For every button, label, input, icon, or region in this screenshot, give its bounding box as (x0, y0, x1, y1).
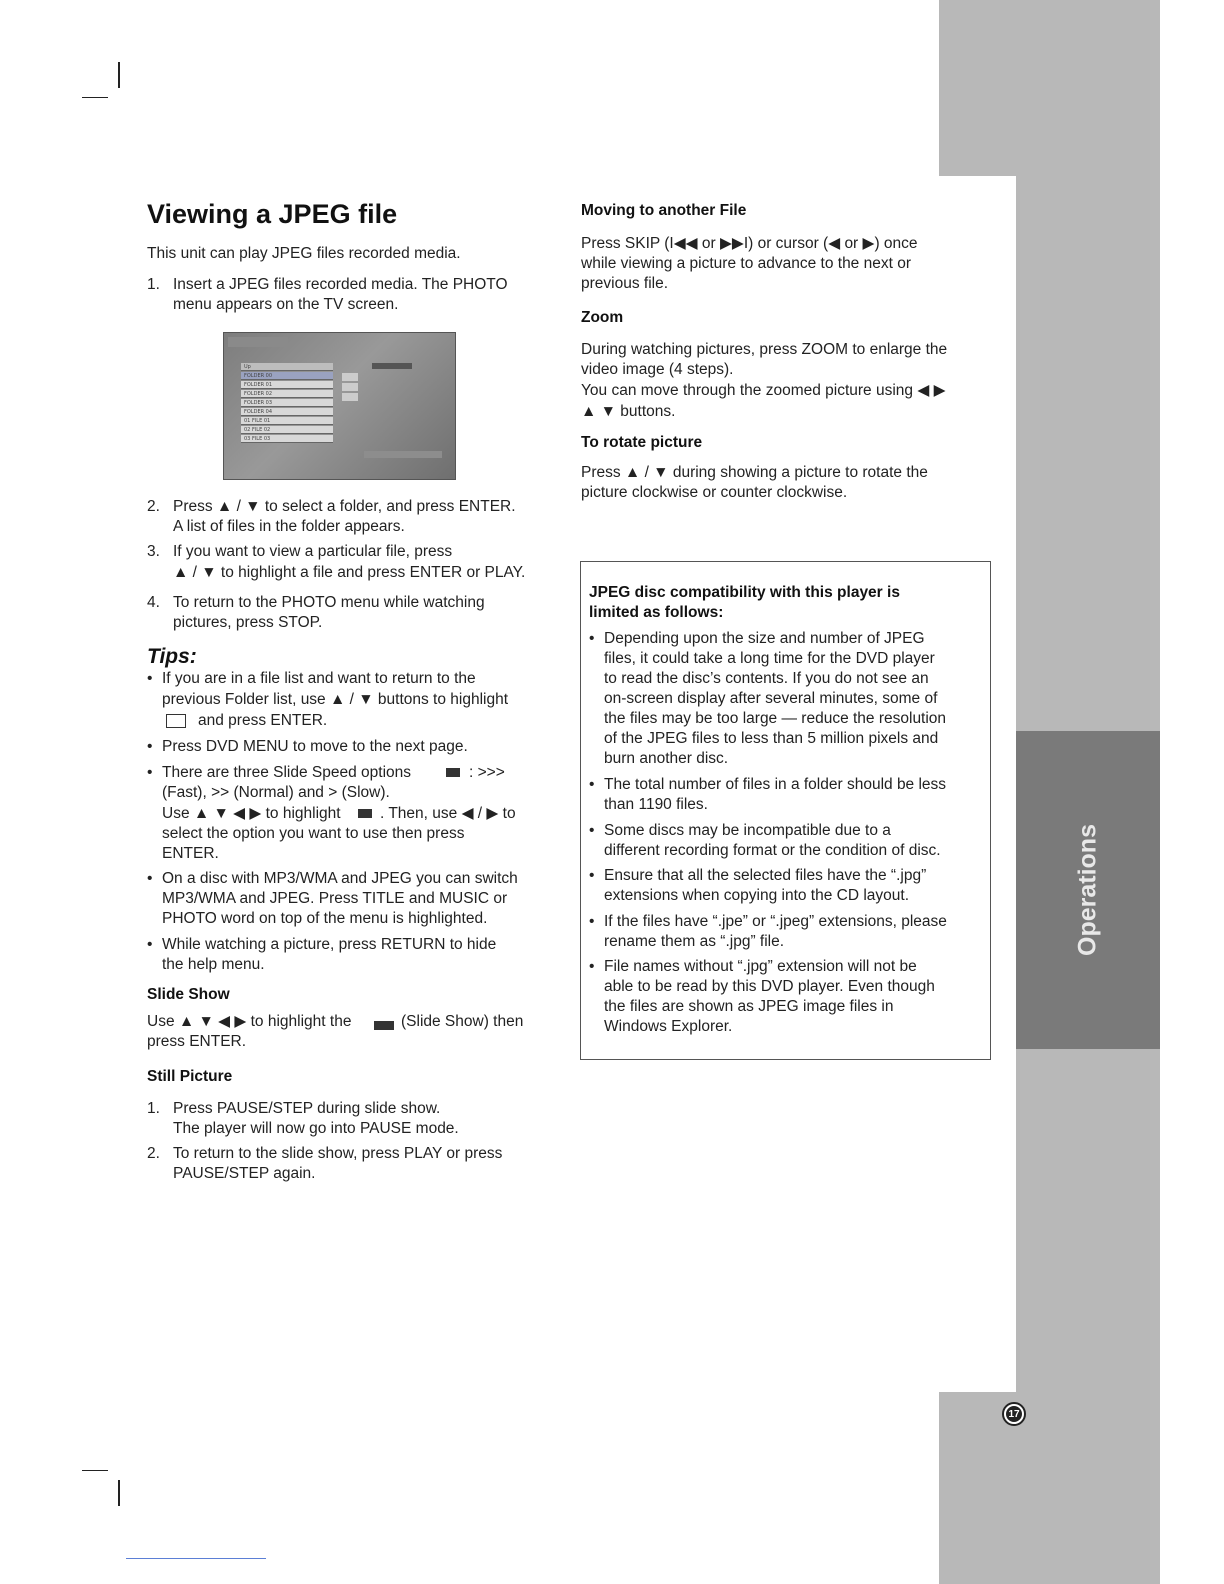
slide-speed-icon (444, 763, 462, 783)
tip-line: (Fast), >> (Normal) and > (Slow). (162, 784, 390, 801)
step-line: To return to the PHOTO menu while watching (173, 594, 485, 611)
box-line: If the files have “.jpe” or “.jpeg” extensions, please (604, 913, 947, 930)
slide-show-line: press ENTER. (147, 1033, 247, 1050)
crop-mark (82, 97, 108, 98)
zoom-line: You can move through the zoomed picture using ◀ ▶ (581, 382, 946, 399)
menu-row: Up (241, 363, 333, 371)
step-line: Press ▲ / ▼ to select a folder, and press ENTER. (173, 498, 516, 515)
moving-line: previous file. (581, 275, 669, 292)
slide-show-line: (Slide Show) then (401, 1013, 524, 1030)
crop-mark (82, 1470, 108, 1471)
step-line: ▲ / ▼ to highlight a file and press ENTER or PLAY. (173, 564, 526, 581)
photo-menu-screenshot (223, 332, 456, 480)
step-line: The player will now go into PAUSE mode. (173, 1120, 459, 1137)
bullet: • (589, 958, 595, 975)
slide-show-icon (372, 1017, 396, 1035)
box-line: Depending upon the size and number of JPEG (604, 630, 925, 647)
folder-up-icon (166, 711, 190, 731)
slide-speed-icon (356, 804, 374, 824)
footer-rule (126, 1558, 266, 1559)
side-bar-bottom (939, 1392, 1160, 1584)
moving-line: while viewing a picture to advance to the next or (581, 255, 911, 272)
menu-side-button (342, 373, 358, 381)
moving-heading: Moving to another File (581, 202, 747, 219)
moving-line: Press SKIP (I◀◀ or ▶▶I) or cursor (◀ or ▶) once (581, 235, 918, 252)
side-bar-top (939, 0, 1160, 176)
step-line: Insert a JPEG files recorded media. The PHOTO (173, 276, 508, 293)
bullet: • (147, 738, 153, 755)
menu-row: 01 FILE 01 (241, 417, 333, 425)
menu-row: FOLDER 00 (241, 372, 333, 380)
menu-header-label (372, 363, 412, 369)
tip-line: MP3/WMA and JPEG. Press TITLE and MUSIC or (162, 890, 508, 907)
bullet: • (147, 870, 153, 887)
tip-line: Press DVD MENU to move to the next page. (162, 738, 468, 755)
step-line: To return to the slide show, press PLAY or press (173, 1145, 503, 1162)
tip-line: : >>> (469, 764, 505, 781)
menu-side-button (342, 383, 358, 391)
zoom-line: video image (4 steps). (581, 361, 734, 378)
rotate-heading: To rotate picture (581, 434, 703, 451)
menu-title-bar (228, 337, 288, 347)
menu-row: FOLDER 04 (241, 408, 333, 416)
tips-heading: Tips: (147, 645, 197, 668)
box-line: files, it could take a long time for the DVD player (604, 650, 935, 667)
intro-text: This unit can play JPEG files recorded media. (147, 245, 461, 262)
page-number (1002, 1402, 1026, 1426)
bullet: • (589, 913, 595, 930)
crop-mark (118, 1480, 120, 1506)
slide-show-line: Use ▲ ▼ ◀ ▶ to highlight the (147, 1013, 352, 1030)
page-number-text: 17 (1006, 1406, 1022, 1422)
tip-line: Use ▲ ▼ ◀ ▶ to highlight (162, 805, 341, 822)
tip-line: PHOTO word on top of the menu is highlighted. (162, 910, 488, 927)
step-line: pictures, press STOP. (173, 614, 323, 631)
step-number: 2. (147, 498, 160, 515)
step-number: 3. (147, 543, 160, 560)
step-number: 4. (147, 594, 160, 611)
box-line: the files are shown as JPEG image files in (604, 998, 894, 1015)
tip-line: the help menu. (162, 956, 265, 973)
box-line: different recording format or the condition of disc. (604, 842, 941, 859)
tip-line: previous Folder list, use ▲ / ▼ buttons to highlight (162, 691, 509, 708)
page-title: Viewing a JPEG file (147, 199, 398, 229)
menu-status-bar (364, 451, 442, 458)
menu-side-button (342, 393, 358, 401)
still-picture-heading: Still Picture (147, 1068, 233, 1085)
box-line: on-screen display after several minutes, some of (604, 690, 938, 707)
bullet: • (147, 764, 153, 781)
tip-line: On a disc with MP3/WMA and JPEG you can switch (162, 870, 518, 887)
box-title-line: limited as follows: (589, 604, 724, 621)
box-line: than 1190 files. (604, 796, 708, 813)
box-line: of the JPEG files to less than 5 million pixels and (604, 730, 939, 747)
compatibility-box (580, 561, 991, 1060)
tip-line: ENTER. (162, 845, 219, 862)
rotate-line: Press ▲ / ▼ during showing a picture to rotate the (581, 464, 928, 481)
box-line: able to be read by this DVD player. Even though (604, 978, 935, 995)
tip-line: select the option you want to use then press (162, 825, 465, 842)
bullet: • (147, 936, 153, 953)
box-line: the files may be too large — reduce the resolution (604, 710, 947, 727)
bullet: • (589, 822, 595, 839)
box-line: to read the disc’s contents. If you do not see an (604, 670, 929, 687)
box-line: Ensure that all the selected files have the “.jpg” (604, 867, 927, 884)
step-number: 1. (147, 1100, 160, 1117)
step-line: Press PAUSE/STEP during slide show. (173, 1100, 441, 1117)
slide-show-heading: Slide Show (147, 986, 230, 1003)
box-title-line: JPEG disc compatibility with this player is (589, 584, 900, 601)
tip-line: and press ENTER. (198, 712, 328, 729)
box-line: rename them as “.jpg” file. (604, 933, 785, 950)
step-number: 1. (147, 276, 160, 293)
step-line: A list of files in the folder appears. (173, 518, 405, 535)
menu-row: FOLDER 03 (241, 399, 333, 407)
crop-mark (118, 62, 120, 88)
box-line: burn another disc. (604, 750, 729, 767)
rotate-line: picture clockwise or counter clockwise. (581, 484, 848, 501)
tip-line: If you are in a file list and want to return to the (162, 670, 476, 687)
step-number: 2. (147, 1145, 160, 1162)
menu-row: FOLDER 02 (241, 390, 333, 398)
box-line: Windows Explorer. (604, 1018, 733, 1035)
tip-line: There are three Slide Speed options (162, 764, 412, 781)
box-line: The total number of files in a folder should be less (604, 776, 947, 793)
section-tab-operations (1016, 731, 1160, 1049)
zoom-line: ▲ ▼ buttons. (581, 403, 676, 420)
bullet: • (589, 776, 595, 793)
step-line: menu appears on the TV screen. (173, 296, 399, 313)
box-line: extensions when copying into the CD layout. (604, 887, 910, 904)
tip-line: While watching a picture, press RETURN to hide (162, 936, 497, 953)
section-tab-label: Operations (1073, 824, 1102, 956)
zoom-heading: Zoom (581, 309, 624, 326)
bullet: • (589, 867, 595, 884)
menu-row: 02 FILE 02 (241, 426, 333, 434)
menu-row: 03 FILE 03 (241, 435, 333, 443)
zoom-line: During watching pictures, press ZOOM to enlarge the (581, 341, 948, 358)
step-line: If you want to view a particular file, press (173, 543, 453, 560)
bullet: • (589, 630, 595, 647)
box-line: Some discs may be incompatible due to a (604, 822, 891, 839)
box-line: File names without “.jpg” extension will not be (604, 958, 917, 975)
step-line: PAUSE/STEP again. (173, 1165, 316, 1182)
tip-line: . Then, use ◀ / ▶ to (380, 805, 516, 822)
bullet: • (147, 670, 153, 687)
menu-row: FOLDER 01 (241, 381, 333, 389)
